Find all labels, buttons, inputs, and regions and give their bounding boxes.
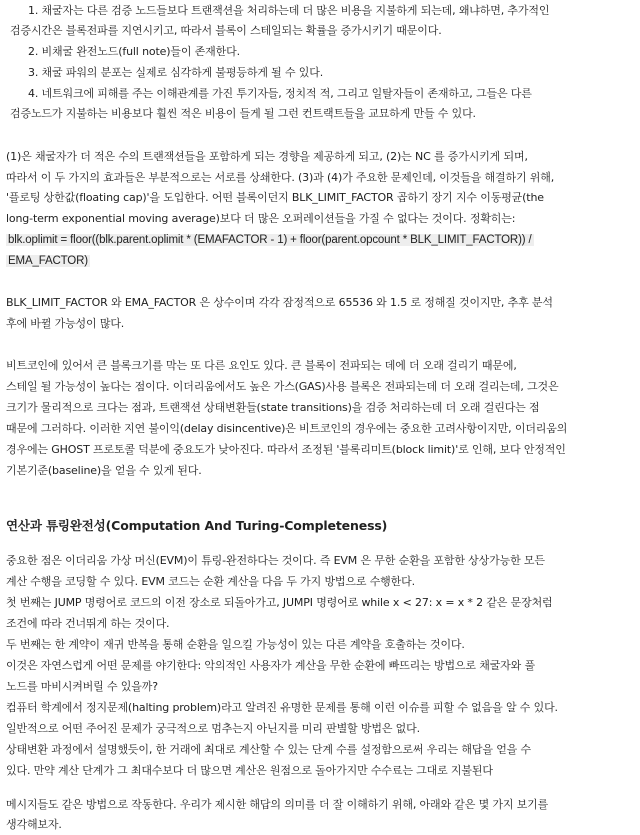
- formula-line-2: [6, 252, 636, 270]
- paragraph-1-line-2: 따라서 이 두 가지의 효과들은 부분적으로는 서로를 상쇄한다. (3)과 (4)가 주요한 문제인데, 이것들을 해결하기 위해,: [6, 171, 555, 184]
- paragraph-4-line-8: 컴퓨터 학계에서 정지문제(halting problem)라고 알려진 유명한 문제를 통해 이런 이슈를 피할 수 없음을 알 수 있다.: [6, 701, 558, 714]
- paragraph-4-line-11: 있다. 만약 계산 단계가 그 최대수보다 더 많으면 계산은 원점으로 돌아가지만 수수료는 그대로 지불된다: [6, 764, 493, 777]
- paragraph-4-line-6: 이것은 자연스럽게 어떤 문제를 야기한다: 악의적인 사용자가 계산을 무한 순환에 빠뜨리는 방법으로 채굴자와 풀: [6, 659, 535, 672]
- paragraph-2-line-1: BLK_LIMIT_FACTOR 와 EMA_FACTOR 은 상수이며 각각 잠정적으로 65536 와 1.5 로 정해질 것이지만, 추후 분석: [6, 296, 553, 309]
- list-item-1-line-1: 1. 채굴자는 다른 검증 노드들보다 트랜잭션을 처리하는데 더 많은 비용을 지불하게 되는데, 왜냐하면, 추가적인: [28, 4, 550, 17]
- paragraph-4-line-7: 노드를 마비시켜버릴 수 있을까?: [6, 680, 158, 693]
- paragraph-3-line-4: 때문에 그러하다. 이러한 지연 불이익(delay disincentive)은 비트코인의 경우에는 중요한 고려사항이지만, 이더리움의: [6, 422, 568, 435]
- list-item-3: 3. 채굴 파워의 분포는 실제로 심각하게 불평등하게 될 수 있다.: [28, 66, 324, 79]
- paragraph-1-line-4: long-term exponential moving average)보다 더 많은 오퍼레이션들을 가질 수 없다는 것이다. 정확히는:: [6, 212, 516, 225]
- paragraph-3-line-3: 크기가 물리적으로 크다는 점과, 트랜잭션 상태변환들(state transitions)을 검증 처리하는데 더 오래 걸린다는 점: [6, 401, 540, 414]
- paragraph-4-line-9: 일반적으로 어떤 주어진 문제가 궁극적으로 멈추는지 아닌지를 미리 판별할 방법은 없다.: [6, 722, 420, 735]
- paragraph-3-line-2: 스테일 될 가능성이 높다는 점이다. 이더리움에서도 높은 가스(GAS)사용 블록은 전파되는데 더 오래 걸리는데, 그것은: [6, 380, 559, 393]
- list-item-4-line-1: 4. 네트워크에 피해를 주는 이해관계를 가진 투기자들, 정치적 적, 그리고 일탈자들이 존재하고, 그들은 다른: [28, 87, 532, 100]
- paragraph-3-line-6: 기본기준(baseline)을 얻을 수 있게 된다.: [6, 464, 202, 477]
- list-item-4-line-2: 검증노드가 지불하는 비용보다 훨씬 적은 비용이 들게 될 그런 컨트랙트들을 교묘하게 만들 수 있다.: [10, 107, 476, 120]
- paragraph-1-line-3: '플로팅 상한값(floating cap)'을 도입한다. 어떤 블록이던지 BLK_LIMIT_FACTOR 곱하기 장기 지수 이동평균(the: [6, 191, 544, 204]
- paragraph-2-line-2: 후에 바뀔 가능성이 많다.: [6, 317, 125, 330]
- paragraph-5-line-1: 메시지들도 같은 방법으로 작동한다. 우리가 제시한 해답의 의미를 더 잘 이해하기 위해, 아래와 같은 몇 가지 보기를: [6, 798, 549, 811]
- formula-code-2: EMA_FACTOR): [8, 255, 88, 267]
- paragraph-4-line-5: 두 번째는 한 계약이 재귀 반복을 통해 순환을 일으킬 가능성이 있는 다른 계약을 호출하는 것이다.: [6, 638, 465, 651]
- paragraph-4-line-3: 첫 번째는 JUMP 명령어로 코드의 이전 장소로 되돌아가고, JUMPI 명령어로 while x < 27: x = x * 2 같은 문장처럼: [6, 596, 553, 609]
- formula-line-1: [6, 231, 636, 249]
- paragraph-4-line-1: 중요한 점은 이더리움 가상 머신(EVM)이 튜링-완전하다는 것이다. 즉 EVM 은 무한 순환을 포함한 상상가능한 모든: [6, 554, 545, 567]
- paragraph-4-line-4: 조건에 따라 건너뛰게 하는 것이다.: [6, 617, 170, 630]
- section-heading: 연산과 튜링완전성(Computation And Turing-Completeness): [6, 518, 388, 533]
- paragraph-3-line-5: 경우에는 GHOST 프로토콜 덕분에 중요도가 낮아진다. 따라서 조정된 '블록리미트(block limit)'로 인해, 보다 안정적인: [6, 443, 566, 456]
- paragraph-3-line-1: 비트코인에 있어서 큰 블록크기를 막는 또 다른 요인도 있다. 큰 블록이 전파되는 데에 더 오래 걸리기 때문에,: [6, 359, 517, 372]
- list-item-2: 2. 비채굴 완전노드(full note)들이 존재한다.: [28, 45, 240, 58]
- paragraph-4-line-10: 상태변환 과정에서 설명했듯이, 한 거래에 최대로 계산할 수 있는 단계 수를 설정함으로써 우리는 해답을 얻을 수: [6, 743, 531, 756]
- paragraph-5-line-2: 생각해보자.: [6, 818, 62, 831]
- paragraph-1-line-1: (1)은 채굴자가 더 적은 수의 트랜잭션들을 포함하게 되는 경향을 제공하게 되고, (2)는 NC 를 증가시키게 되며,: [6, 150, 528, 163]
- list-item-1-line-2: 검증시간은 블록전파를 지연시키고, 따라서 블록이 스테일되는 확률을 증가시키기 때문이다.: [10, 24, 442, 37]
- formula-code-1: blk.oplimit = floor((blk.parent.oplimit * (EMAFACTOR - 1) + floor(parent.opcount * BLK_LIMIT_FACTOR)) /: [8, 234, 532, 246]
- paragraph-4-line-2: 계산 수행을 코딩할 수 있다. EVM 코드는 순환 계산을 다음 두 가지 방법으로 수행한다.: [6, 575, 415, 588]
